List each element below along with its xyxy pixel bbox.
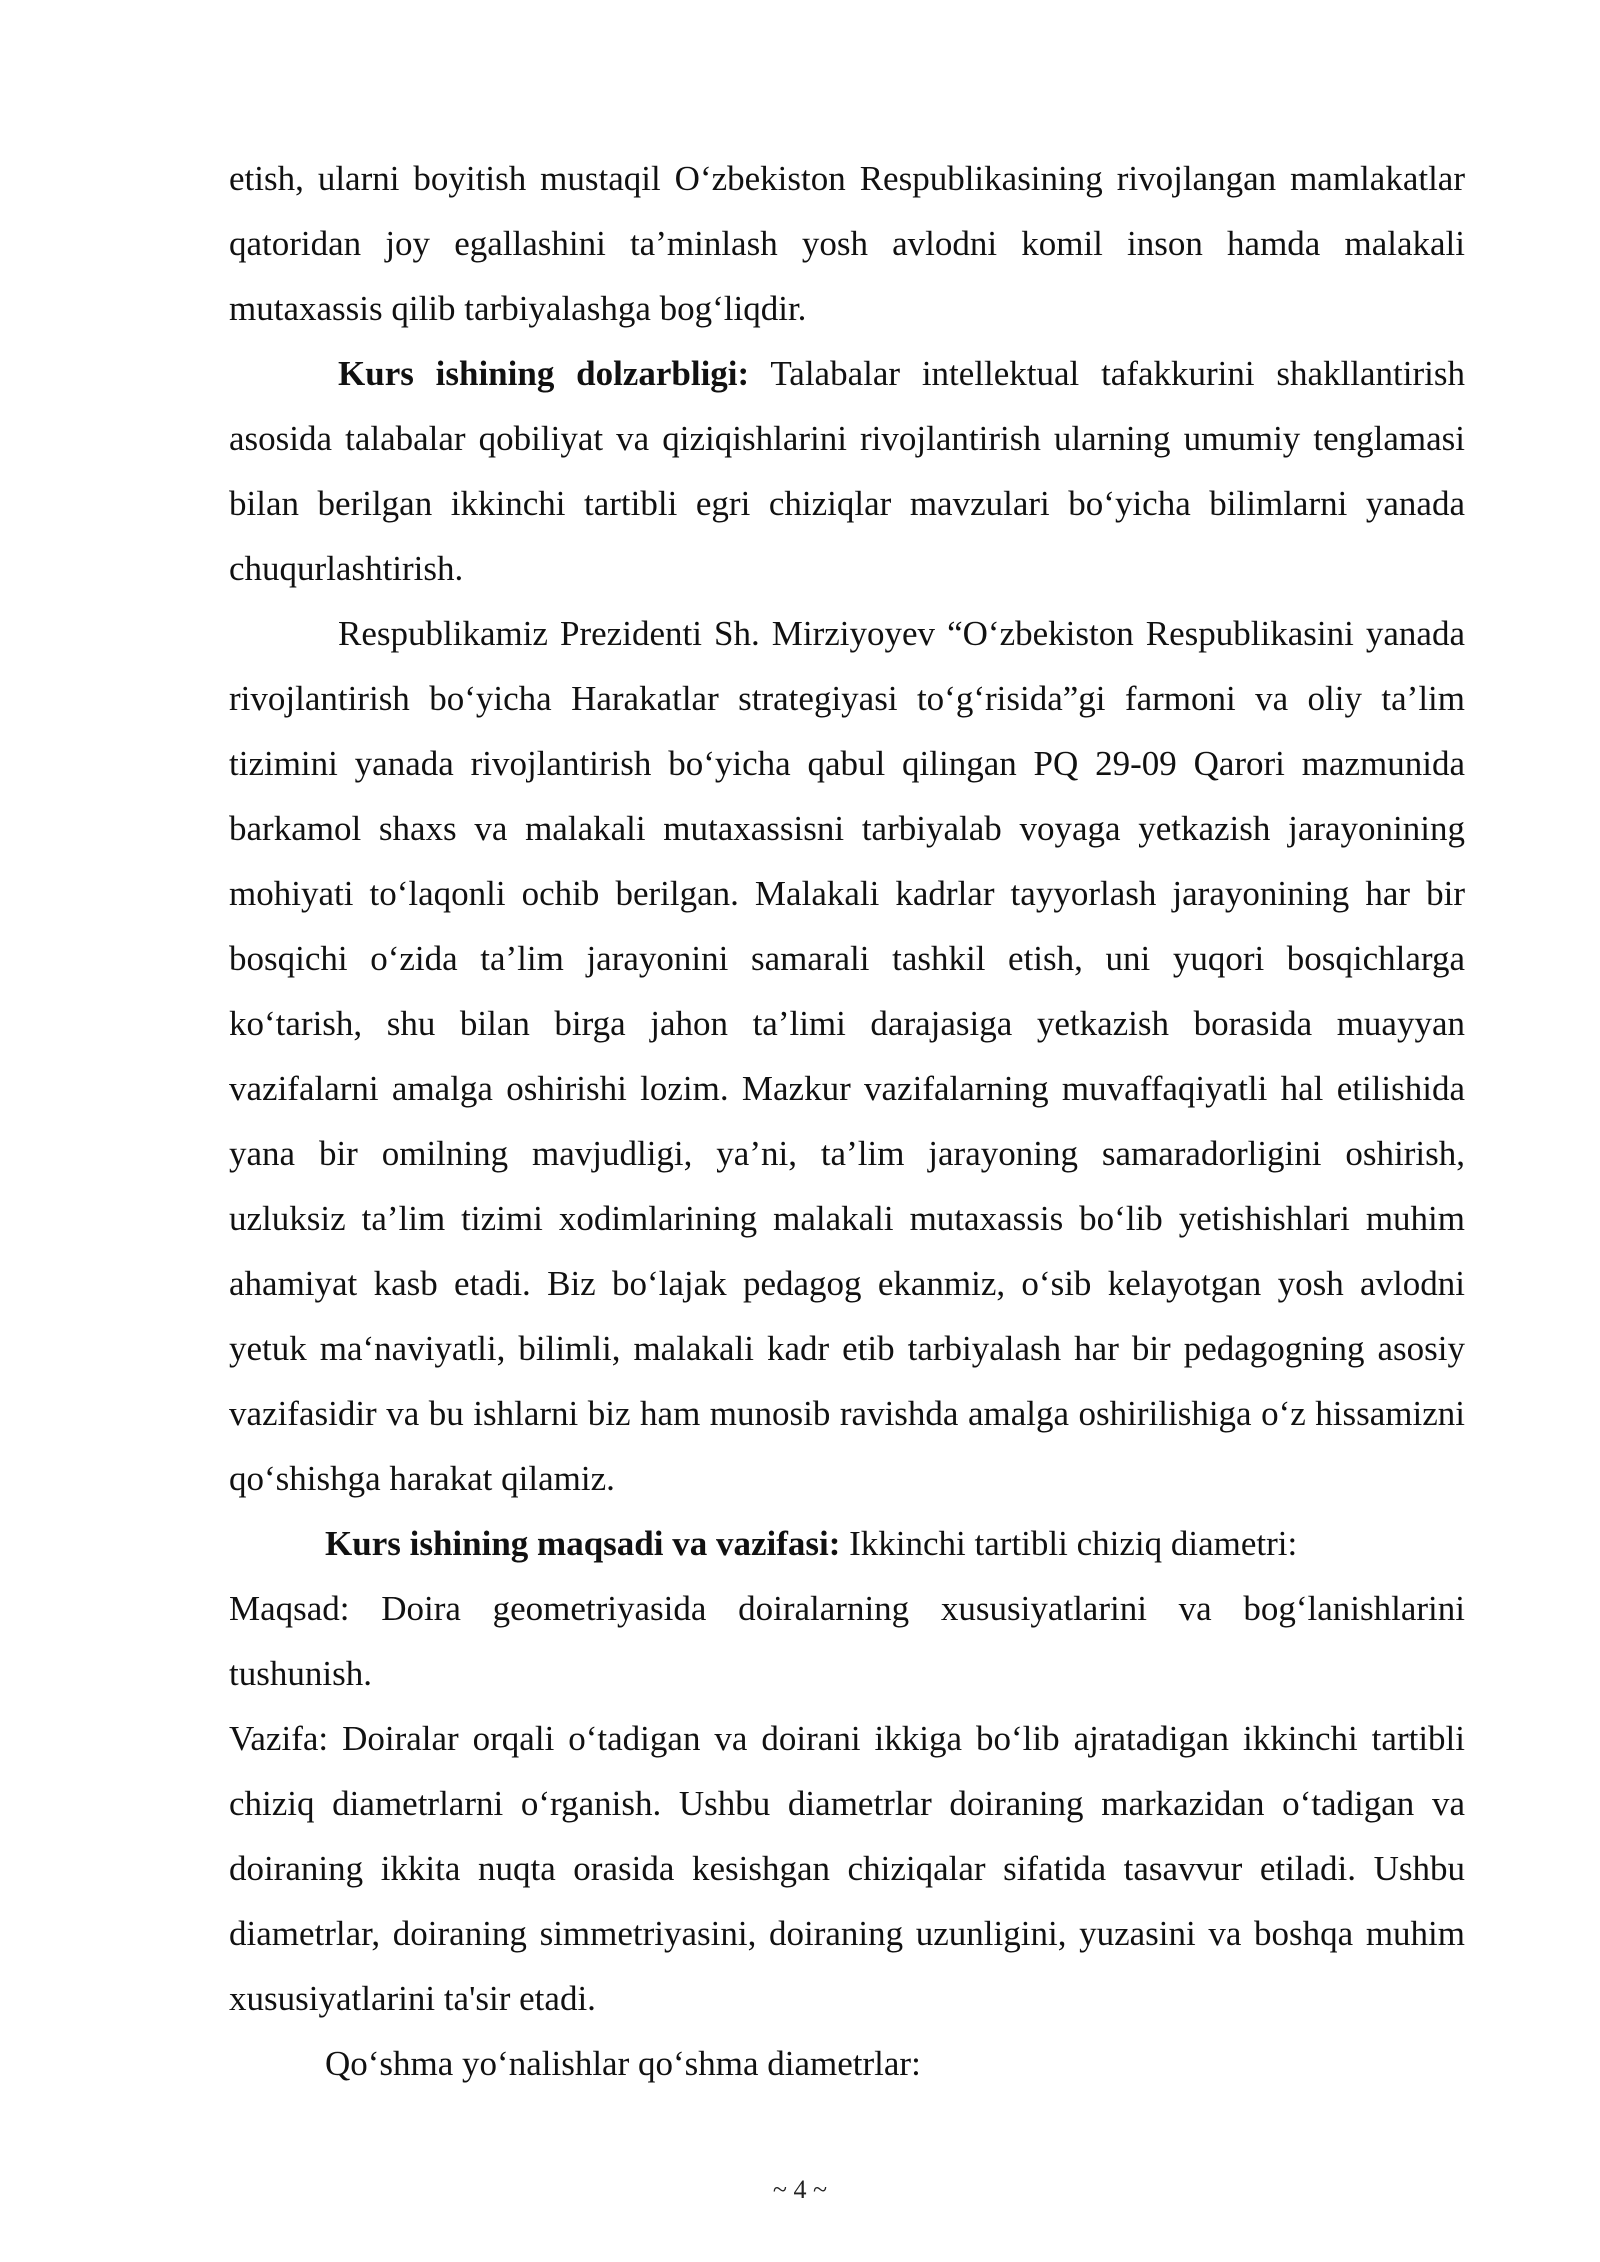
paragraph-task: Vazifa: Doiralar orqali o‘tadigan va doirani ikkiga bo‘lib ajratadigan ikkinchi tartibli chiziq diametrlarni o‘rganish. Ushbu diametrlar doiraning markazidan o‘tadigan va doiraning ikkita nuqta orasida kesishgan chiziqalar sifatida tasavvur etiladi. Ushbu diametrlar, doiraning simmetriyasini, doiraning uzunligini, yuzasini va boshqa muhim xususiyatlarini ta'sir etadi.	[229, 1719, 1465, 2018]
goal-task-text: Ikkinchi tartibli chiziq diametri:	[840, 1524, 1298, 1563]
paragraph-president-decree: Respublikamiz Prezidenti Sh. Mirziyoyev “O‘zbekiston Respublikasini yanada rivojlantirish bo‘yicha Harakatlar strategiyasi to‘g‘risida”gi farmoni va oliy ta’lim tizimini yanada rivojlantirish bo‘yicha qabul qilingan PQ 29-09 Qarori mazmunida barkamol shaxs va malakali mutaxassisni tarbiyalab voyaga yetkazish jarayonining mohiyati to‘laqonli ochib berilgan. Malakali kadrlar tayyorlash jarayonining har bir bosqichi o‘zida ta’lim jarayonini samarali tashkil etish, uni yuqori bosqichlarga ko‘tarish, shu bilan birga jahon ta’limi darajasiga yetkazish borasida muayyan vazifalarni amalga oshirishi lozim. Mazkur vazifalarning muvaffaqiyatli hal etilishida yana bir omilning mavjudligi, ya’ni, ta’lim jarayoning samaradorligini oshirish, uzluksiz ta’lim tizimi xodimlarining malakali mutaxassis bo‘lib yetishishlari muhim ahamiyat kasb etadi. Biz bo‘lajak pedagog ekanmiz, o‘sib kelayotgan yosh avlodni yetuk ma‘naviyatli, bilimli, malakali kadr etib tarbiyalash har bir pedagogning asosiy vazifasidir va bu ishlarni biz ham munosib ravishda amalga oshirilishiga o‘z hissamizni qo‘shishga harakat qilamiz.	[229, 614, 1465, 1498]
paragraph-goal: Maqsad: Doira geometriyasida doiralarning xususiyatlarini va bog‘lanishlarini tushunish.	[229, 1589, 1465, 1693]
goal-task-heading: Kurs ishining maqsadi va vazifasi:	[325, 1524, 841, 1563]
page-number: ~ 4 ~	[772, 2175, 828, 2204]
paragraph-intro: etish, ularni boyitish mustaqil O‘zbekiston Respublikasining rivojlangan mamlakatlar qatoridan joy egallashini ta’minlash yosh avlodni komil inson hamda malakali mutaxassis qilib tarbiyalashga bog‘liqdir.	[229, 159, 1465, 328]
paragraph-relevance	[229, 341, 1465, 601]
paragraph-goal-task	[229, 1511, 1465, 1576]
paragraph-conjugate-diameters: Qo‘shma yo‘nalishlar qo‘shma diametrlar:	[325, 2044, 921, 2083]
relevance-text: Talabalar intellektual tafakkurini shakllantirish asosida talabalar qobiliyat va qiziqishlarini rivojlantirish ularning umumiy tenglamasi bilan berilgan ikkinchi tartibli egri chiziqlar mavzulari bo‘yicha bilimlarni yanada chuqurlashtirish.	[229, 354, 1465, 588]
page-body	[229, 146, 1465, 2096]
relevance-heading: Kurs ishining dolzarbligi:	[338, 354, 750, 393]
